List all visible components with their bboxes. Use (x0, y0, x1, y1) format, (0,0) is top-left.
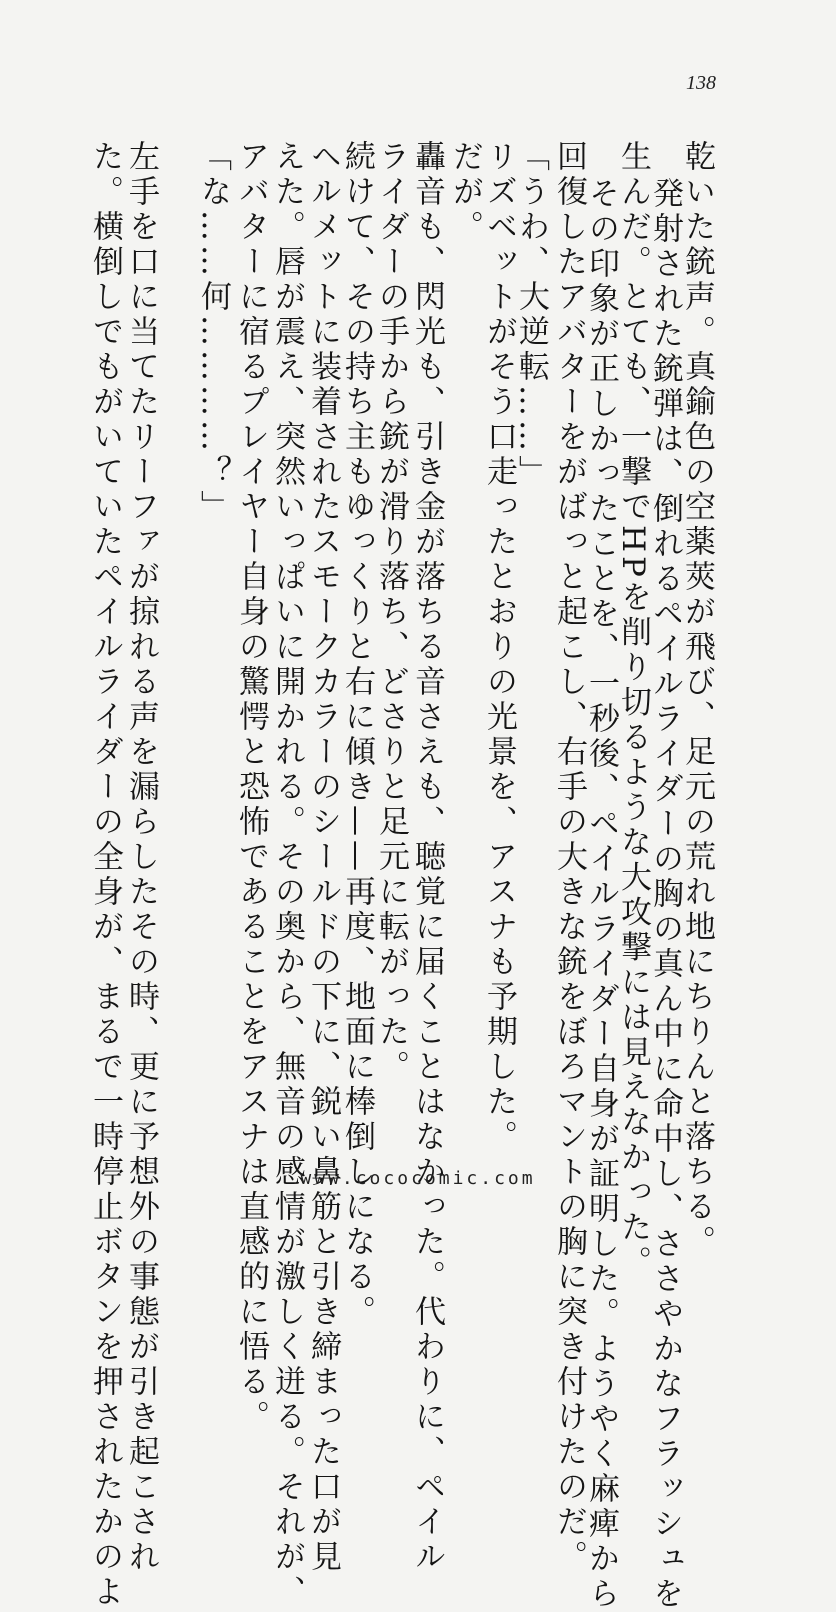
text-column-17: た。横倒しでもがいていたペイルライダーの全身が、まるで一時停止ボタンを押されたかのよ (87, 140, 123, 1610)
watermark: www.cococomic.com (300, 1168, 536, 1189)
text-column-7: リズベットがそう口走ったとおりの光景を、アスナも予期した。 (481, 140, 517, 1155)
text-column-1: 乾いた銃声。真鍮色の空薬莢が飛び、足元の荒れ地にちりんと落ちる。 (679, 140, 715, 1260)
text-column-2: 発射された銃弾は、倒れるペイルライダーの胸の真ん中に命中し、ささやかなフラッシュを (647, 177, 683, 1612)
text-column-9: 轟音も、閃光も、引き金が落ちる音さえも、聴覚に届くことはなかった。代わりに、ペイル (409, 140, 445, 1575)
text-column-5: 回復したアバターをがばっと起こし、右手の大きな銃をぼろマントの胸に突き付けたのだ。 (551, 140, 587, 1575)
text-column-11: 続けて、その持ち主もゆっくりと右に傾き——再度、地面に棒倒しになる。 (339, 140, 375, 1330)
text-column-15: 「な……何…………？」 (195, 140, 231, 525)
text-column-8: だが。 (447, 140, 483, 245)
text-column-4: その印象が正しかったことを、一秒後、ペイルライダー自身が証明した。ようやく麻痺から (583, 177, 619, 1612)
text-column-10: ライダーの手から銃が滑り落ち、どさりと足元に転がった。 (373, 140, 409, 1085)
text-column-14: アバターに宿るプレイヤー自身の驚愕と恐怖であることをアスナは直感的に悟る。 (233, 140, 269, 1435)
text-column-6: 「うわ、大逆転……」 (513, 140, 549, 490)
text-column-3: 生んだ。とても、一撃でHPを削り切るような大攻撃には見えなかった。 (615, 140, 651, 1281)
text-column-16: 左手を口に当てたリーファが掠れる声を漏らしたその時、更に予想外の事態が引き起こされ (123, 140, 159, 1575)
text-column-13: えた。唇が震え、突然いっぱいに開かれる。その奥から、無音の感情が激しく迸る。それが、 (269, 140, 305, 1610)
text-column-12: ヘルメットに装着されたスモークカラーのシールドの下に、鋭い鼻筋と引き締まった口が見 (305, 140, 341, 1575)
page-number: 138 (686, 72, 716, 94)
